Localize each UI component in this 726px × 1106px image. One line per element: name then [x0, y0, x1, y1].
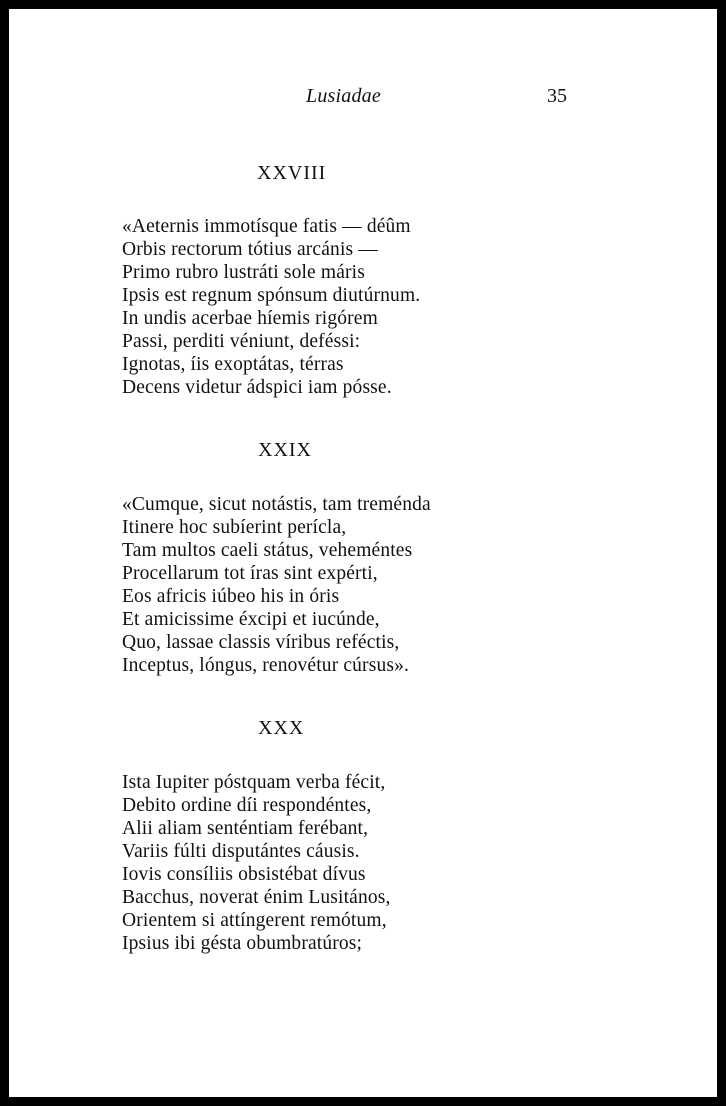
verse-line: Passi, perditi véniunt, deféssi:	[122, 331, 361, 352]
verse-line: Tam multos caeli státus, veheméntes	[122, 540, 413, 561]
verse-line: Procellarum tot íras sint expérti,	[122, 563, 378, 584]
verse-line: Et amicissime éxcipi et iucúnde,	[122, 609, 380, 630]
verse-line: Ipsius ibi gésta obumbratúros;	[122, 933, 363, 954]
verse-line: Quo, lassae classis víribus reféctis,	[122, 632, 400, 653]
verse-line: «Aeternis immotísque fatis — déûm	[122, 216, 411, 237]
stanza-heading-xxix: XXIX	[258, 439, 312, 461]
verse-line: In undis acerbae híemis rigórem	[122, 308, 378, 329]
stanza-xxviii	[122, 215, 420, 399]
verse-line: Orbis rectorum tótius arcánis —	[122, 239, 378, 260]
verse-line: Ista Iupiter póstquam verba fécit,	[122, 772, 386, 793]
verse-line: Ipsis est regnum spónsum diutúrnum.	[122, 285, 421, 306]
stanza-xxix	[122, 493, 431, 677]
verse-line: Decens videtur ádspici iam pósse.	[122, 377, 392, 398]
verse-line: Bacchus, noverat énim Lusitános,	[122, 887, 391, 908]
page-number: 35	[547, 85, 567, 107]
stanza-heading-xxx: XXX	[258, 717, 305, 739]
stanza-heading-xxviii: XXVIII	[257, 162, 327, 184]
stanza-xxx	[122, 771, 391, 955]
verse-line: Orientem si attíngerent remótum,	[122, 910, 387, 931]
verse-line: Primo rubro lustráti sole máris	[122, 262, 365, 283]
running-title: Lusiadae	[306, 85, 381, 107]
verse-line: Itinere hoc subíerint perícla,	[122, 517, 347, 538]
verse-line: Debito ordine díi respondéntes,	[122, 795, 372, 816]
verse-line: Inceptus, lóngus, renovétur cúrsus».	[122, 655, 410, 676]
verse-line: Alii aliam senténtiam ferébant,	[122, 818, 369, 839]
verse-line: Iovis consíliis obsistébat dívus	[122, 864, 366, 885]
verse-line: Eos africis iúbeo his in óris	[122, 586, 340, 607]
book-page	[9, 9, 717, 1097]
verse-line: Variis fúlti disputántes cáusis.	[122, 841, 360, 862]
verse-line: Ignotas, íis exoptátas, térras	[122, 354, 344, 375]
verse-line: «Cumque, sicut notástis, tam treménda	[122, 494, 431, 515]
